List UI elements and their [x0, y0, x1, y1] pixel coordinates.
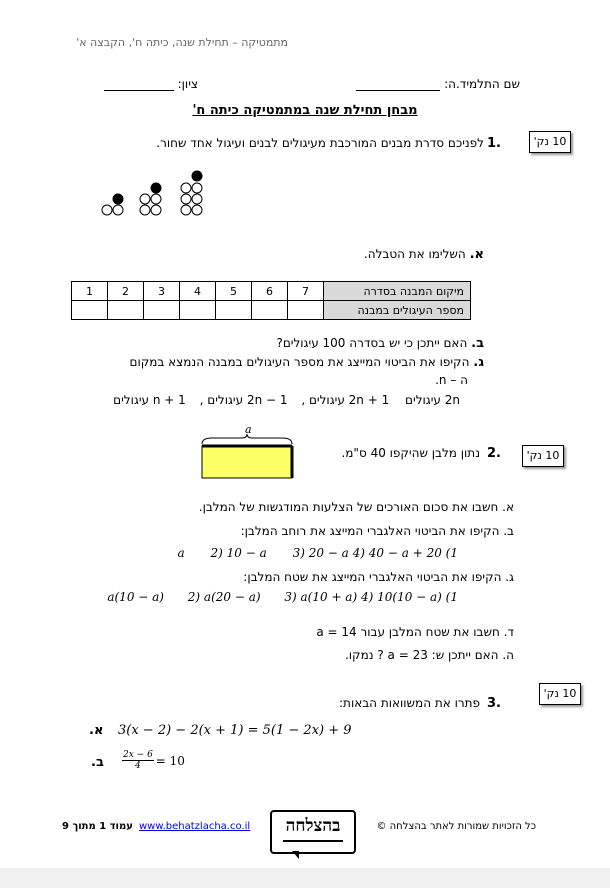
q2-b-options [156, 546, 459, 560]
white-circle [140, 194, 150, 204]
white-circle [140, 205, 150, 215]
q2-g-option[interactable]: 2) a(20 − a) [187, 590, 261, 604]
white-circle [181, 194, 191, 204]
site-link[interactable]: www.behatzlacha.co.il [139, 821, 251, 832]
white-circle [102, 205, 112, 215]
q3-b-equation [122, 750, 185, 771]
logo-tail [292, 851, 306, 861]
q1-part-g [129, 355, 484, 370]
grade-label: ציון: [177, 77, 198, 91]
q2-text: נתון מלבן שהיקפו 40 ס"מ. [341, 446, 480, 460]
q3-number: 3. [487, 696, 501, 711]
q2-b-option[interactable]: 4) 40 − a [352, 546, 409, 560]
fraction [122, 750, 154, 771]
table-row [72, 282, 471, 301]
behatzlacha-logo [270, 810, 356, 854]
student-name-label: שם התלמיד.ה: [444, 77, 520, 91]
page-number: עמוד 1 מתוך 9 [62, 821, 133, 832]
logo-text: בהצלחה [285, 816, 341, 836]
q1-options [113, 393, 460, 407]
q1-g-label: ג. [473, 355, 484, 370]
q2-part-h: ה. האם ייתכן ש: a = 23 ? נמקו. [344, 648, 514, 662]
q1-g-text: הקיפו את הביטוי המייצג את מספר העיגולים במבנה הנמצא במקום [129, 355, 470, 369]
table-cell-position: 4 [180, 282, 216, 301]
white-circle [181, 183, 191, 193]
table-cell-answer[interactable] [144, 301, 180, 320]
table-cell-position: 3 [144, 282, 180, 301]
q2-points-box: 10 נק' [522, 445, 564, 467]
student-name-line[interactable] [356, 78, 440, 91]
q1-b-label: ב. [471, 336, 484, 351]
copyright-text: כל הזכויות שמורות לאתר בהצלחה © [376, 821, 536, 832]
black-circle [113, 194, 123, 204]
table-cell-position: 7 [288, 282, 324, 301]
q2-b-option[interactable]: 3) 20 − a [292, 546, 349, 560]
q1-option[interactable]: 2n עיגולים [405, 393, 460, 407]
white-circle [192, 194, 202, 204]
grade-line[interactable] [104, 78, 174, 91]
table-cell-answer[interactable] [108, 301, 144, 320]
fraction-numerator: 2x − 6 [123, 750, 153, 760]
q1-points-box: 10 נק' [529, 131, 571, 153]
rectangle-figure [198, 422, 298, 482]
sequence-table [71, 281, 471, 320]
table-row-header-position: מיקום המבנה בסדרה [324, 282, 471, 301]
q3-points-box: 10 נק' [539, 683, 581, 705]
white-circle [192, 205, 202, 215]
q1-part-a [364, 247, 484, 262]
q3-a-label: א. [89, 723, 104, 738]
q3-text: פתרו את המשוואות הבאות: [339, 696, 480, 710]
table-cell-answer[interactable] [72, 301, 108, 320]
side-label-a: a [245, 423, 252, 436]
student-name-field [356, 77, 520, 91]
q1-option[interactable]: 2n − 1 עיגולים , [199, 393, 288, 407]
q2-part-d: ד. חשבו את שטח המלבן עבור a = 14 [316, 625, 514, 639]
table-cell-position: 6 [252, 282, 288, 301]
q1-option[interactable]: n + 1 עיגולים [113, 393, 186, 407]
table-cell-answer[interactable] [180, 301, 216, 320]
black-circle [192, 171, 202, 181]
white-circle [151, 205, 161, 215]
q2-part-a: א. חשבו את סכום האורכים של הצלעות המודגשות של המלבן. [198, 500, 514, 514]
black-circle [151, 183, 161, 193]
q3-b-label: ב. [91, 755, 104, 770]
q2-b-option[interactable]: 2) 10 − a [210, 546, 267, 560]
q2-g-option[interactable]: 3) a(10 + a) [284, 590, 358, 604]
q1-part-b [276, 336, 484, 351]
q2-part-b: ב. הקיפו את הביטוי האלגברי המייצג את רוחב המלבן: [240, 524, 514, 538]
q1-a-label: א. [469, 247, 484, 262]
white-circle [113, 205, 123, 215]
table-cell-answer[interactable] [216, 301, 252, 320]
table-cell-position: 2 [108, 282, 144, 301]
bottom-bar [0, 868, 610, 888]
q1-a-text: השלימו את הטבלה. [363, 247, 466, 261]
q1-option[interactable]: 2n + 1 עיגולים , [301, 393, 390, 407]
subject-header: מתמטיקה – תחילת שנה, כיתה ח', הקבצה א' [76, 36, 288, 49]
q2-g-options [87, 590, 458, 604]
table-cell-answer[interactable] [252, 301, 288, 320]
white-circle [192, 183, 202, 193]
circle-pattern-figure [96, 168, 216, 220]
q2-number: 2. [487, 446, 501, 461]
table-row [72, 301, 471, 320]
table-cell-position: 1 [72, 282, 108, 301]
fraction-denominator: 4 [135, 761, 141, 771]
table-cell-position: 5 [216, 282, 252, 301]
table-cell-answer[interactable] [288, 301, 324, 320]
grade-field [104, 77, 198, 91]
fraction-rhs: = 10 [155, 753, 185, 768]
q2-b-option[interactable]: 1) 20 + a [177, 546, 458, 560]
q1-b-text: האם ייתכן כי יש בסדרה 100 עיגולים? [276, 336, 468, 350]
q2-part-g: ג. הקיפו את הביטוי האלגברי המייצג את שטח המלבן: [243, 570, 514, 584]
q1-text: לפניכם סדרת מבנים המורכבת מעיגולים לבנים ועיגול אחד שחור. [156, 136, 484, 150]
table-row-header-count: מספר העיגולים במבנה [324, 301, 471, 320]
white-circle [151, 194, 161, 204]
q1-g-text-continued: ה – n. [435, 373, 468, 387]
q2-g-option[interactable]: 1) a(10 − a) [107, 590, 458, 604]
exam-title: מבחן תחילת שנה במתמטיקה כיתה ח' [192, 103, 418, 118]
q1-number: 1. [487, 136, 501, 151]
white-circle [181, 205, 191, 215]
q2-g-option[interactable]: 4) 10(10 − a) [360, 590, 442, 604]
q3-a-equation: 3(x − 2) − 2(x + 1) = 5(1 − 2x) + 9 [118, 723, 352, 738]
